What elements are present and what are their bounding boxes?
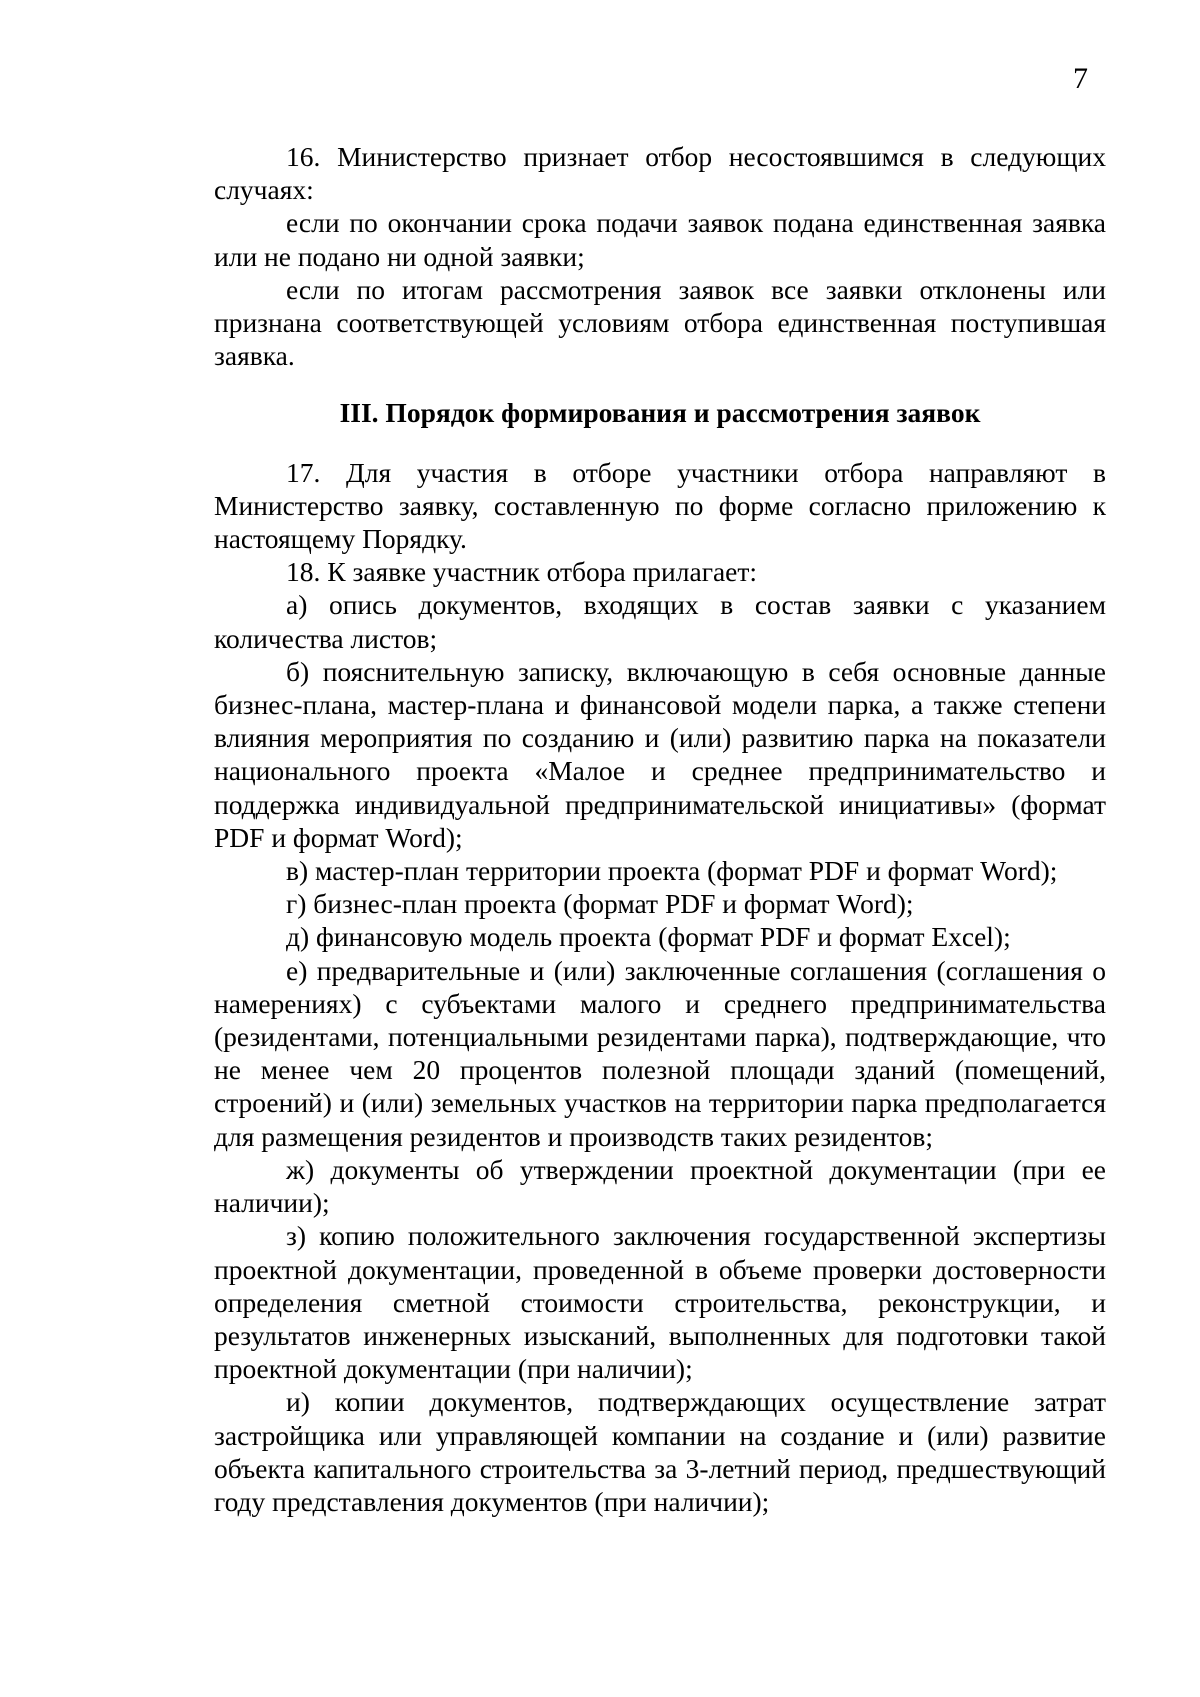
paragraph-17: 17. Для участия в отборе участники отбора направляют в Министерство заявку, составленную по форме согласно приложению к настоящему Порядку. xyxy=(214,456,1106,555)
paragraph-16: 16. Министерство признает отбор несостоявшимся в следующих случаях: xyxy=(214,141,1106,206)
section-heading: III. Порядок формирования и рассмотрения заявок xyxy=(339,397,981,429)
paragraph-18-item-i: и) копии документов, подтверждающих осуществление затрат застройщика или управляющей компании на создание и (или) развитие объекта капитального строительства за 3-летний период, предшествующий году представления документов (при наличии); xyxy=(214,1386,1106,1517)
paragraph-18-item-d: д) финансовую модель проекта (формат PDF и формат Excel); xyxy=(286,921,1011,953)
paragraph-18-item-g: г) бизнес-план проекта (формат PDF и формат Word); xyxy=(286,888,914,920)
paragraph-18-item-b: б) пояснительную записку, включающую в себя основные данные бизнес-плана, мастер-плана и финансовой модели парка, а также степени влияния мероприятия по созданию и (или) развитию парка на показатели национального проекта «Малое и среднее предпринимательство и поддержка индивидуальной предпринимательской инициативы» (формат PDF и формат Word); xyxy=(214,655,1106,853)
paragraph-18-item-e: е) предварительные и (или) заключенные соглашения (соглашения о намерениях) с субъектами малого и среднего предпринимательства (резидентами, потенциальными резидентами парка), подтверждающие, что не менее чем 20 процентов полезной площади зданий (помещений, строений) и (или) земельных участков на территории парка предполагается для размещения резидентов и производств таких резидентов; xyxy=(214,954,1106,1152)
paragraph-18-item-a: а) опись документов, входящих в состав заявки с указанием количества листов; xyxy=(214,589,1106,654)
paragraph-18-item-v: в) мастер-план территории проекта (формат PDF и формат Word); xyxy=(286,855,1058,887)
document-body xyxy=(214,140,1106,1518)
paragraph-16-case-1: если по окончании срока подачи заявок подана единственная заявка или не подано ни одной заявки; xyxy=(214,207,1106,272)
paragraph-18: 18. К заявке участник отбора прилагает: xyxy=(286,556,758,588)
paragraph-18-item-zh: ж) документы об утверждении проектной документации (при ее наличии); xyxy=(214,1153,1106,1219)
page-number: 7 xyxy=(1073,62,1088,95)
paragraph-18-item-z: з) копию положительного заключения государственной экспертизы проектной документации, проведенной в объеме проверки достоверности определения сметной стоимости строительства, реконструкции, и результатов инженерных изысканий, выполненных для подготовки такой проектной документации (при наличии); xyxy=(214,1220,1106,1385)
paragraph-16-case-2: если по итогам рассмотрения заявок все заявки отклонены или признана соответствующей условиям отбора единственная поступившая заявка. xyxy=(214,273,1106,372)
